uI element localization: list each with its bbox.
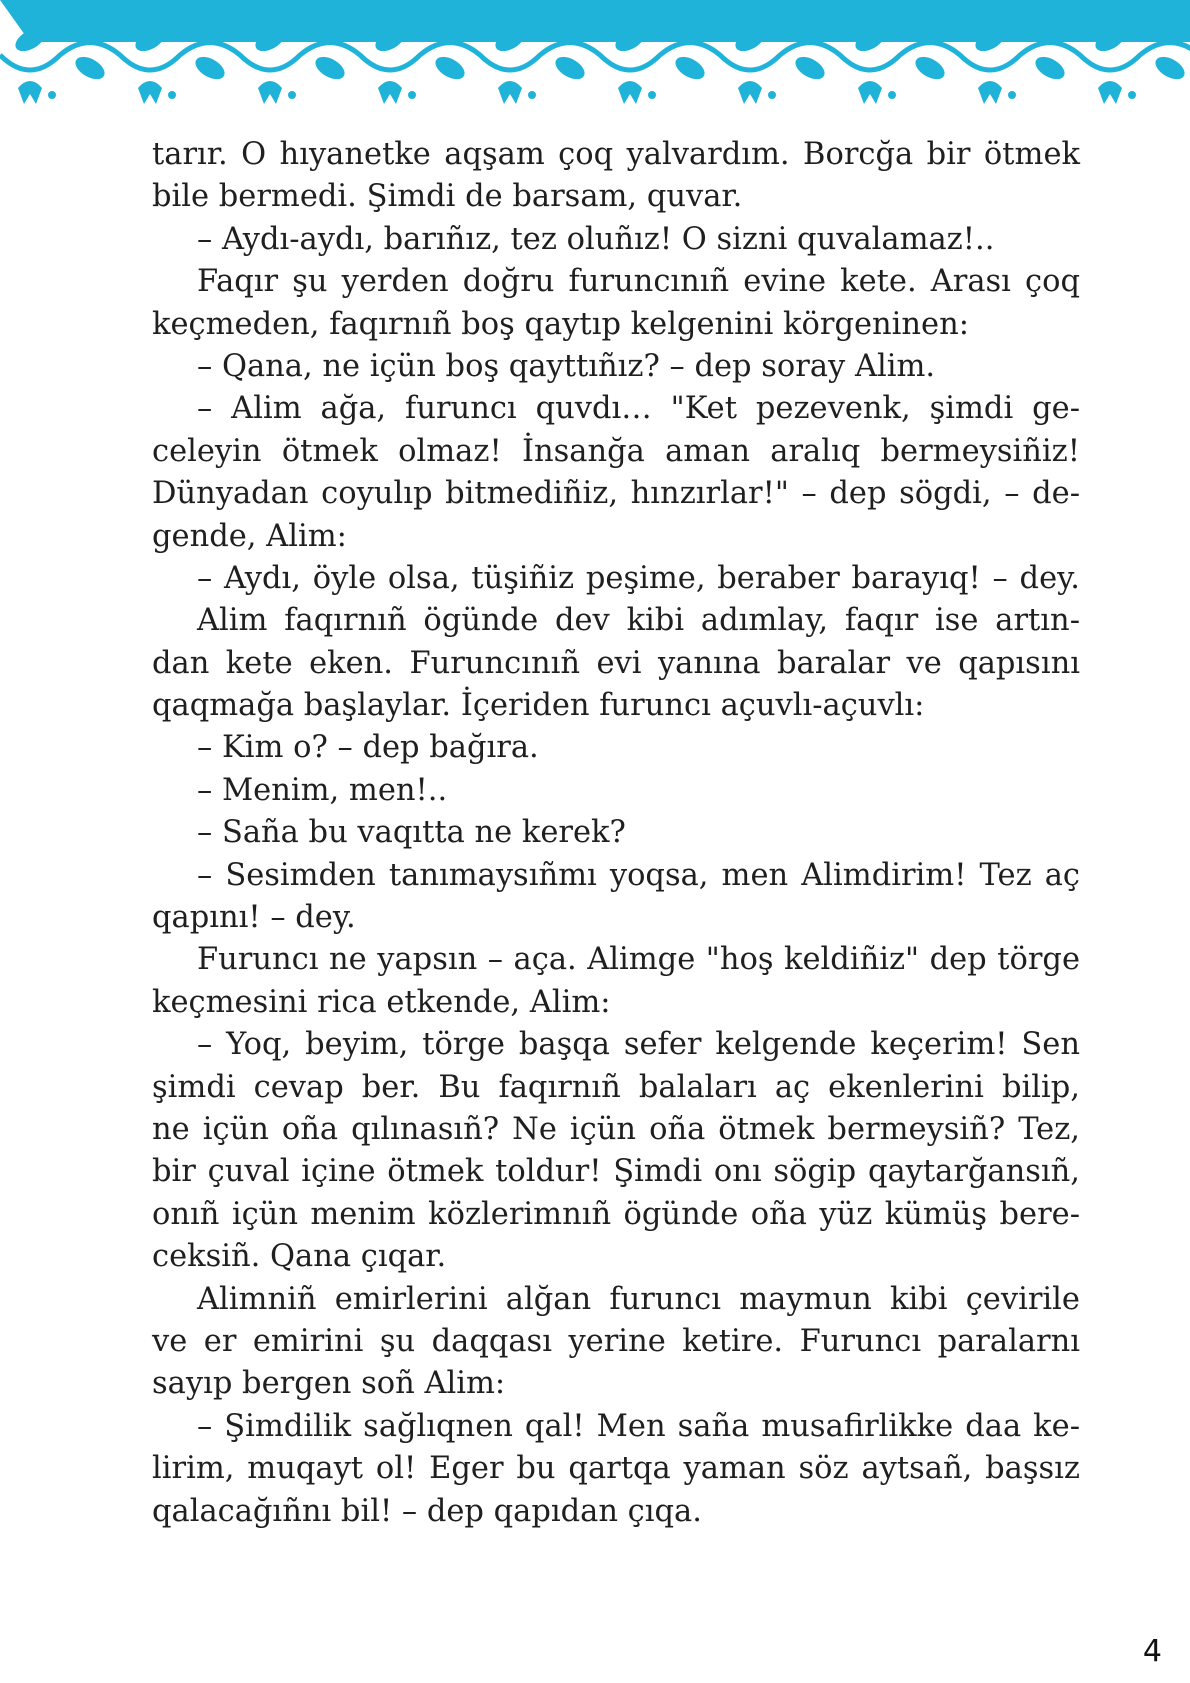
text-line-7: – Alim ağa, furuncı quvdı… "Ket pezevenk, şimdi ge- bbox=[197, 391, 1080, 427]
text-line-10: gende, Alim: bbox=[152, 518, 347, 554]
text-line-31: – Şimdilik sağlıqnen qal! Men saña musafirlikke daa ke- bbox=[197, 1408, 1080, 1444]
text-line-19: qapını! – dey. bbox=[152, 900, 356, 936]
text-line-26: onıñ içün menim közlerimnıñ ögünde oña yüz kümüş bere- bbox=[152, 1196, 1080, 1232]
text-line-24: ne içün oña qılınasıñ? Ne içün oña ötmek bermeysiñ? Tez, bbox=[152, 1111, 1080, 1147]
text-line-5: keçmeden, faqırnıñ boş qaytıp kelgenini körgeninen: bbox=[152, 306, 970, 342]
text-line-17: – Saña bu vaqıtta ne kerek? bbox=[197, 815, 626, 851]
text-line-12: Alim faqırnıñ ögünde dev kibi adımlay, faqır ise artın- bbox=[197, 603, 1080, 639]
text-line-8: celeyin ötmek olmaz! İnsanğa aman aralıq bermeysiñiz! bbox=[152, 433, 1080, 469]
text-line-23: şimdi cevap ber. Bu faqırnıñ balaları aç ekenlerini bilip, bbox=[152, 1069, 1080, 1105]
text-line-1: tarır. O hıyanetke aqşam çoq yalvardım. Borcğa bir ötmek bbox=[152, 137, 1080, 172]
text-line-33: qalacağıñnı bil! – dep qapıdan çıqa. bbox=[152, 1493, 702, 1529]
text-line-14: qaqmağa başlaylar. İçeriden furuncı açuvlı-açuvlı: bbox=[152, 688, 925, 724]
text-line-29: ve er emirini şu daqqası yerine ketire. Furuncı paralarnı bbox=[152, 1323, 1080, 1359]
text-line-16: – Menim, men!.. bbox=[197, 772, 448, 808]
text-line-13: dan kete eken. Furuncınıñ evi yanına baralar ve qapısını bbox=[152, 645, 1080, 681]
text-line-22: – Yoq, beyim, törge başqa sefer kelgende keçerim! Sen bbox=[197, 1027, 1080, 1063]
decorative-floral-border bbox=[0, 0, 1190, 112]
text-line-9: Dünyadan coyulıp bitmediñiz, hınzırlar!" – dep sögdi, – de- bbox=[152, 476, 1080, 512]
text-line-32: lirim, muqayt ol! Eger bu qartqa yaman söz aytsañ, başsız bbox=[152, 1451, 1080, 1487]
text-line-20: Furuncı ne yapsın – aça. Alimge "hoş keldiñiz" dep törge bbox=[197, 942, 1080, 978]
text-line-11: – Aydı, öyle olsa, tüşiñiz peşime, beraber barayıq! – dey. bbox=[197, 560, 1080, 596]
body-text bbox=[152, 134, 1080, 1533]
text-line-4: Faqır şu yerden doğru furuncınıñ evine kete. Arası çoq bbox=[197, 264, 1080, 300]
text-line-25: bir çuval içine ötmek toldur! Şimdi onı sögip qaytarğansıñ, bbox=[152, 1154, 1080, 1190]
text-line-15: – Kim o? – dep bağıra. bbox=[197, 730, 539, 766]
text-line-21: keçmesini rica etkende, Alim: bbox=[152, 984, 611, 1020]
text-line-3: – Aydı-aydı, barıñız, tez oluñız! O sizni quvalamaz!.. bbox=[197, 221, 995, 257]
page-number: 4 bbox=[1142, 1634, 1162, 1669]
text-line-27: ceksiñ. Qana çıqar. bbox=[152, 1239, 447, 1275]
text-line-18: – Sesimden tanımaysıñmı yoqsa, men Alimdirim! Tez aç bbox=[197, 857, 1080, 893]
text-line-2: bile bermedi. Şimdi de barsam, quvar. bbox=[152, 179, 743, 215]
text-line-28: Alimniñ emirlerini alğan furuncı maymun kibi çevirile bbox=[197, 1281, 1080, 1317]
text-line-30: sayıp bergen soñ Alim: bbox=[152, 1366, 506, 1402]
text-line-6: – Qana, ne içün boş qayttıñız? – dep soray Alim. bbox=[197, 348, 936, 384]
